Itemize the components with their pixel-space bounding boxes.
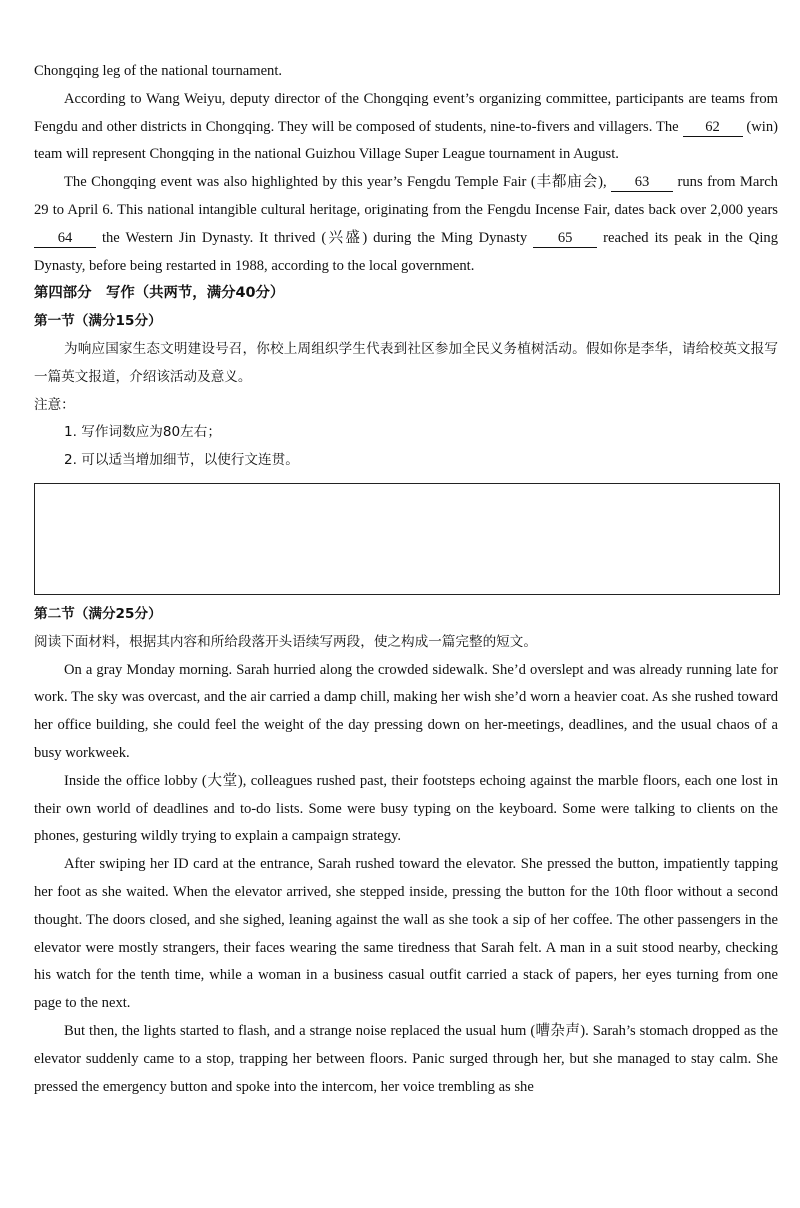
exam-page: [34, 58, 778, 1101]
story-paragraph-1: On a gray Monday morning. Sarah hurried along the crowded sidewalk. She’d overslept and was already running late for work. The sky was overcast, and the air carried a damp chill, making her wish she’d worn a heavier coat. As she rushed toward her office building, she could feel the weight of the day pressing down on her-meetings, deadlines, and the usual chaos of a busy workweek.: [34, 661, 778, 761]
answer-blank-63[interactable]: 63: [611, 173, 673, 192]
passage-text: According to Wang Weiyu, deputy director of the Chongqing event’s organizing committee, participants are teams from Fengdu and other districts in Chongqing. They will be composed of students, nine-to-fivers and villagers.: [34, 90, 778, 135]
answer-blank-62[interactable]: 62: [683, 118, 743, 137]
story-paragraph-2: Inside the office lobby (大堂), colleagues rushed past, their footsteps echoing against the marble floors, each one lost in their own world of deadlines and to-do lists. Some were busy typing on the keyboard. Some were talking to clients on the phones, gesturing wildly trying to explain a campaign strategy.: [34, 772, 778, 845]
section-two-prompt: 阅读下面材料，根据其内容和所给段落开头语续写两段，使之构成一篇完整的短文。: [34, 633, 537, 650]
section-one-title: 第一节（满分15分）: [34, 313, 162, 330]
passage-text: reached its peak in the Qing Dynasty, before being restarted in 1988, according to the local government.: [34, 229, 778, 274]
story-paragraph-4: But then, the lights started to flash, and a strange noise replaced the usual hum (嘈杂声). Sarah’s stomach dropped as the elevator suddenly came to a stop, trapping her between floors. Panic surged through her, but she managed to stay calm. She pressed the emergency button and spoke into the intercom, her voice trembling as she: [34, 1022, 778, 1095]
story-paragraph-3: After swiping her ID card at the entrance, Sarah rushed toward the elevator. She pressed the button, impatiently tapping her foot as she waited. When the elevator arrived, she stepped inside, pressing the button for the 10th floor without a second thought. The doors closed, and she sighed, leaning against the wall as she took a sip of her coffee. The other passengers in the elevator were mostly strangers, their faces wearing the same tiredness that Sarah felt. A man in a suit stood nearby, checking his watch for the tenth time, while a woman in a business casual outfit carried a stack of papers, her eyes turning from one page to the next.: [34, 856, 778, 1012]
section-one-prompt: 为响应国家生态文明建设号召，你校上周组织学生代表到社区参加全民义务植树活动。假如你是李华，请给校英文报写一篇英文报道，介绍该活动及意义。: [34, 340, 778, 385]
passage-paragraph-participants: [34, 86, 778, 169]
passage-text: The: [652, 118, 683, 135]
passage-text: runs from March 29 to April 6. This national intangible cultural heritage, originating from the Fengdu Incense Fair, dates back over 2,000 years: [34, 174, 778, 218]
note-item-2: 2. 可以适当增加细节，以使行文连贯。: [64, 452, 299, 469]
passage-line: Chongqing leg of the national tournament.: [34, 63, 283, 79]
note-item-1: 1. 写作词数应为80左右；: [64, 424, 221, 441]
part-four-heading: 第四部分 写作（共两节，满分40分）: [34, 285, 285, 302]
answer-blank-65[interactable]: 65: [533, 229, 597, 248]
answer-box[interactable]: [34, 483, 780, 595]
passage-paragraph-temple-fair: [34, 169, 778, 280]
passage-text: The Chongqing event was also highlighted by this year’s Fengdu Temple Fair (丰都庙会),: [64, 174, 612, 191]
passage-text: the Western Jin Dynasty. It thrived (兴盛) during the Ming Dynasty: [96, 229, 534, 246]
notes-label: 注意：: [34, 396, 75, 413]
passage-text: (win) team will represent Chongqing in the national Guizhou Village Super League tournament in August.: [34, 118, 779, 163]
answer-blank-64[interactable]: 64: [34, 229, 96, 248]
section-two-title: 第二节（满分25分）: [34, 605, 162, 622]
